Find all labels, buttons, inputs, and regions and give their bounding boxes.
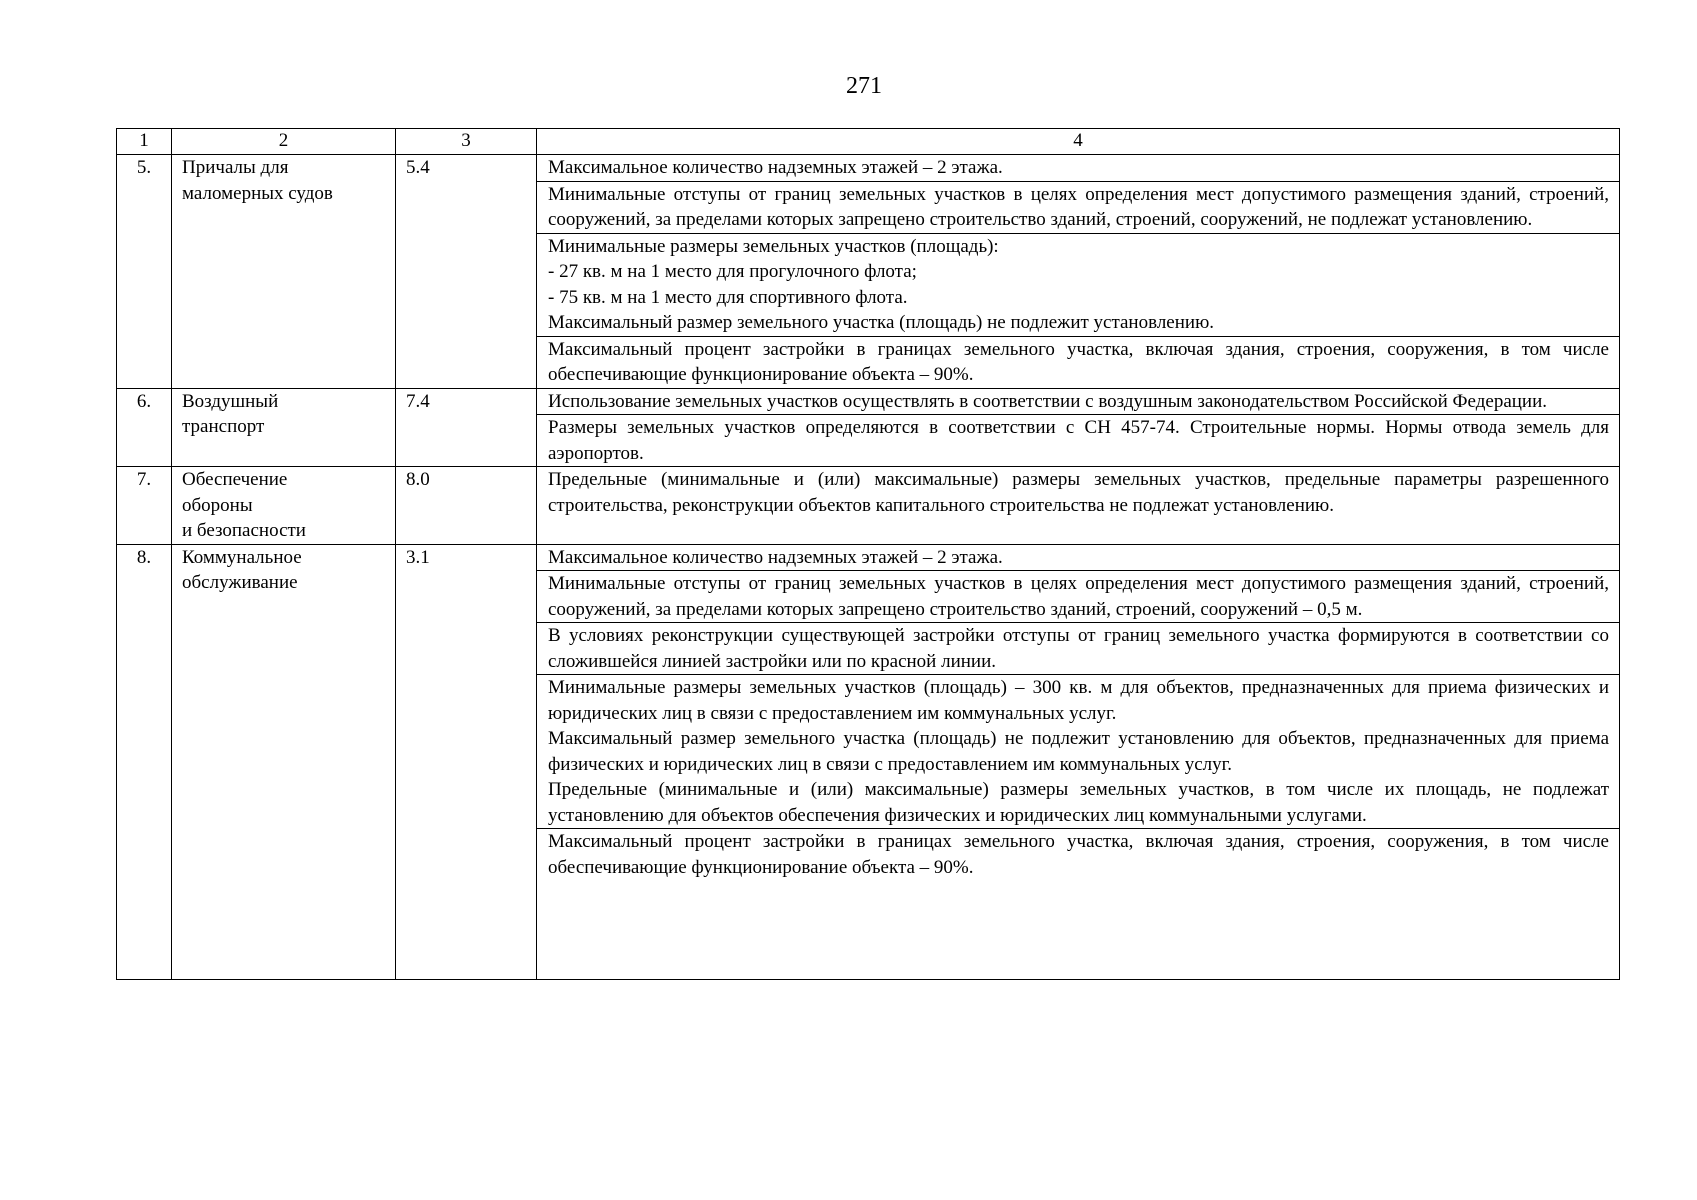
parameter-block <box>537 182 1619 234</box>
parameter-text: Размеры земельных участков определяются в соответствии с СН 457-74. Строительные нормы. Нормы отвода земель для аэропортов. <box>548 417 1609 464</box>
parameter-text: Максимальный процент застройки в границах земельного участка, включая здания, строения, сооружения, в том числе обеспечивающие функционирование объекта – 90%. <box>548 831 1609 878</box>
column-header: 3 <box>396 129 537 155</box>
table-row <box>117 388 1620 467</box>
land-use-name <box>172 467 396 545</box>
land-use-name <box>172 544 396 980</box>
parameter-text: Минимальные отступы от границ земельных участков в целях определения мест допустимого размещения зданий, строений, сооружений, за пределами которых запрещено строительство зданий, строений, сооружений, не подлежат установлению. <box>548 183 1609 230</box>
parameter-block <box>537 389 1619 416</box>
parameter-text: Максимальный размер земельного участка (площадь) не подлежит установлению. <box>548 312 1215 333</box>
parameter-block <box>537 337 1619 388</box>
parameter-block <box>537 415 1619 466</box>
row-number: 7. <box>117 467 172 545</box>
land-use-name-line: и безопасности <box>182 520 306 541</box>
land-use-code: 8.0 <box>396 467 537 545</box>
parameter-text: - 75 кв. м на 1 место для спортивного флота. <box>548 286 908 308</box>
parameter-text: Минимальные размеры земельных участков (площадь): <box>548 235 999 257</box>
parameter-block <box>537 467 1619 518</box>
column-header: 4 <box>537 129 1620 155</box>
parameter-block <box>537 675 1619 829</box>
land-use-name-line: Воздушный <box>182 390 279 412</box>
column-header: 2 <box>172 129 396 155</box>
land-use-name-line: обороны <box>182 494 253 516</box>
parameters-cell <box>537 467 1620 545</box>
land-use-code: 3.1 <box>396 544 537 980</box>
parameters-cell <box>537 155 1620 389</box>
parameters-cell <box>537 388 1620 467</box>
parameter-text: Минимальные размеры земельных участков (площадь) – 300 кв. м для объектов, предназначенных для приема физических и юридических лиц в связи с предоставлением им коммунальных услуг. <box>548 677 1609 724</box>
land-use-name-line: обслуживание <box>182 572 298 593</box>
parameter-block <box>537 571 1619 623</box>
parameter-text: Максимальное количество надземных этажей – 2 этажа. <box>548 157 1003 178</box>
parameter-block <box>537 829 1619 979</box>
parameter-text: - 27 кв. м на 1 место для прогулочного флота; <box>548 261 917 282</box>
land-use-name-line: Причалы для <box>182 157 289 178</box>
land-use-code: 5.4 <box>396 155 537 389</box>
parameter-block <box>537 155 1619 182</box>
land-use-name-line: транспорт <box>182 416 265 437</box>
land-use-name-line: Коммунальное <box>182 546 302 568</box>
land-use-name <box>172 388 396 467</box>
parameter-block <box>537 234 1619 337</box>
parameter-text: Максимальный процент застройки в границах земельного участка, включая здания, строения, сооружения, в том числе обеспечивающие функционирование объекта – 90%. <box>548 338 1609 385</box>
land-use-name-line: Обеспечение <box>182 469 288 490</box>
land-use-code: 7.4 <box>396 388 537 467</box>
row-number: 6. <box>117 388 172 467</box>
table-row <box>117 155 1620 389</box>
table-row <box>117 544 1620 980</box>
parameters-cell <box>537 544 1620 980</box>
land-use-name-line: маломерных судов <box>182 182 333 204</box>
parameter-text: Минимальные отступы от границ земельных участков в целях определения мест допустимого размещения зданий, строений, сооружений, за пределами которых запрещено строительство зданий, строений, сооружений – 0,5 м. <box>548 573 1609 620</box>
land-use-name <box>172 155 396 389</box>
row-number: 5. <box>117 155 172 389</box>
parameter-block <box>537 623 1619 675</box>
parameter-text: Максимальный размер земельного участка (площадь) не подлежит установлению для объектов, предназначенных для приема физических и юридических лиц в связи с предоставлением им коммунальных услуг. <box>548 728 1609 775</box>
table-row <box>117 467 1620 545</box>
row-number: 8. <box>117 544 172 980</box>
parameter-text: Предельные (минимальные и (или) максимальные) размеры земельных участков, в том числе их площадь, не подлежат установлению для объектов обеспечения физических и юридических лиц коммунальными услугами. <box>548 779 1609 826</box>
page-number: 271 <box>846 73 882 99</box>
regulations-table <box>116 128 1620 980</box>
column-header: 1 <box>117 129 172 155</box>
parameter-text: В условиях реконструкции существующей застройки отступы от границ земельного участка формируются в соответствии со сложившейся линией застройки или по красной линии. <box>548 625 1609 672</box>
parameter-block <box>537 545 1619 572</box>
parameter-text: Использование земельных участков осуществлять в соответствии с воздушным законодательством Российской Федерации. <box>548 390 1548 412</box>
header-row <box>117 129 1620 155</box>
parameter-text: Максимальное количество надземных этажей – 2 этажа. <box>548 546 1003 568</box>
parameter-text: Предельные (минимальные и (или) максимальные) размеры земельных участков, предельные параметры разрешенного строительства, реконструкции объектов капитального строительства не подлежат установлению. <box>548 469 1609 516</box>
